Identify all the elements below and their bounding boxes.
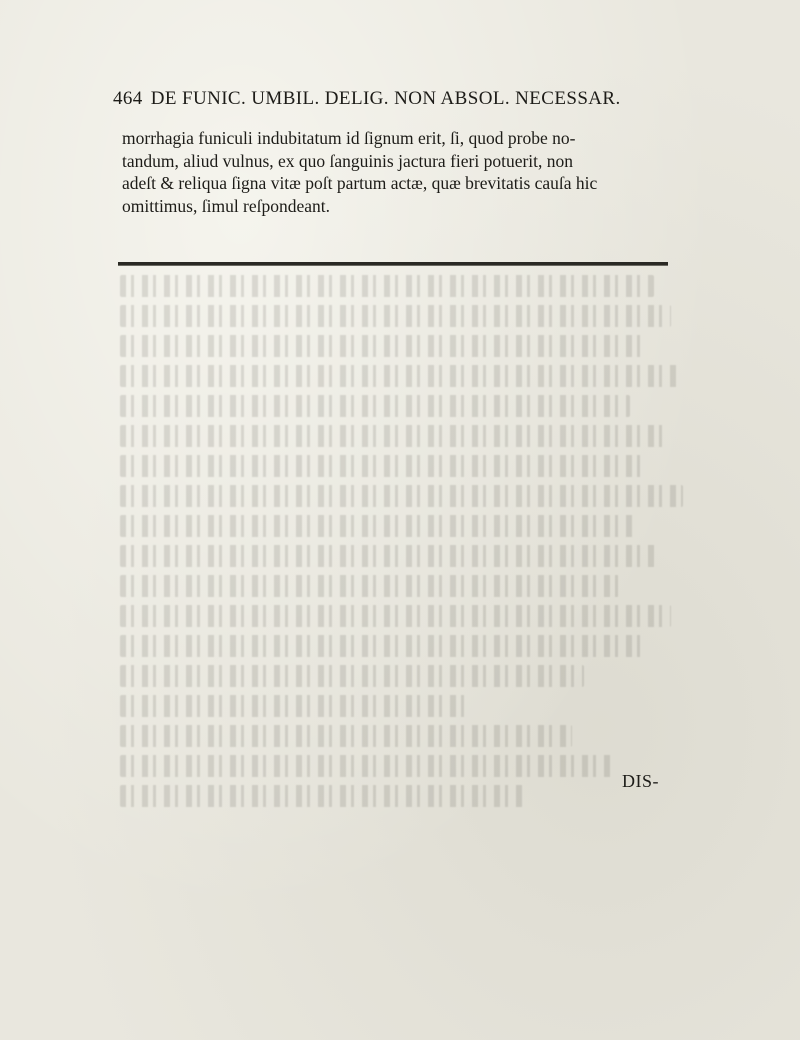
bleed-through-texture (120, 275, 700, 835)
text-line: tandum, aliud vulnus, ex quo ſanguinis jactura fieri potuerit, non (122, 150, 574, 171)
paragraph (122, 127, 667, 217)
page-number: 464 (113, 88, 143, 109)
text-line: omittimus, ſimul reſpondeant. (122, 195, 331, 216)
section-rule (118, 262, 668, 266)
running-head-title: DE FUNIC. UMBIL. DELIG. NON ABSOL. NECESSAR. (150, 88, 621, 109)
catchword: DIS- (622, 771, 659, 791)
running-head (113, 88, 713, 110)
text-line: morrhagia funiculi indubitatum id ſignum erit, ſi, quod probe no- (122, 128, 576, 148)
text-line: adeſt & reliqua ſigna vitæ poſt partum actæ, quæ brevitatis cauſa hic (122, 173, 598, 193)
